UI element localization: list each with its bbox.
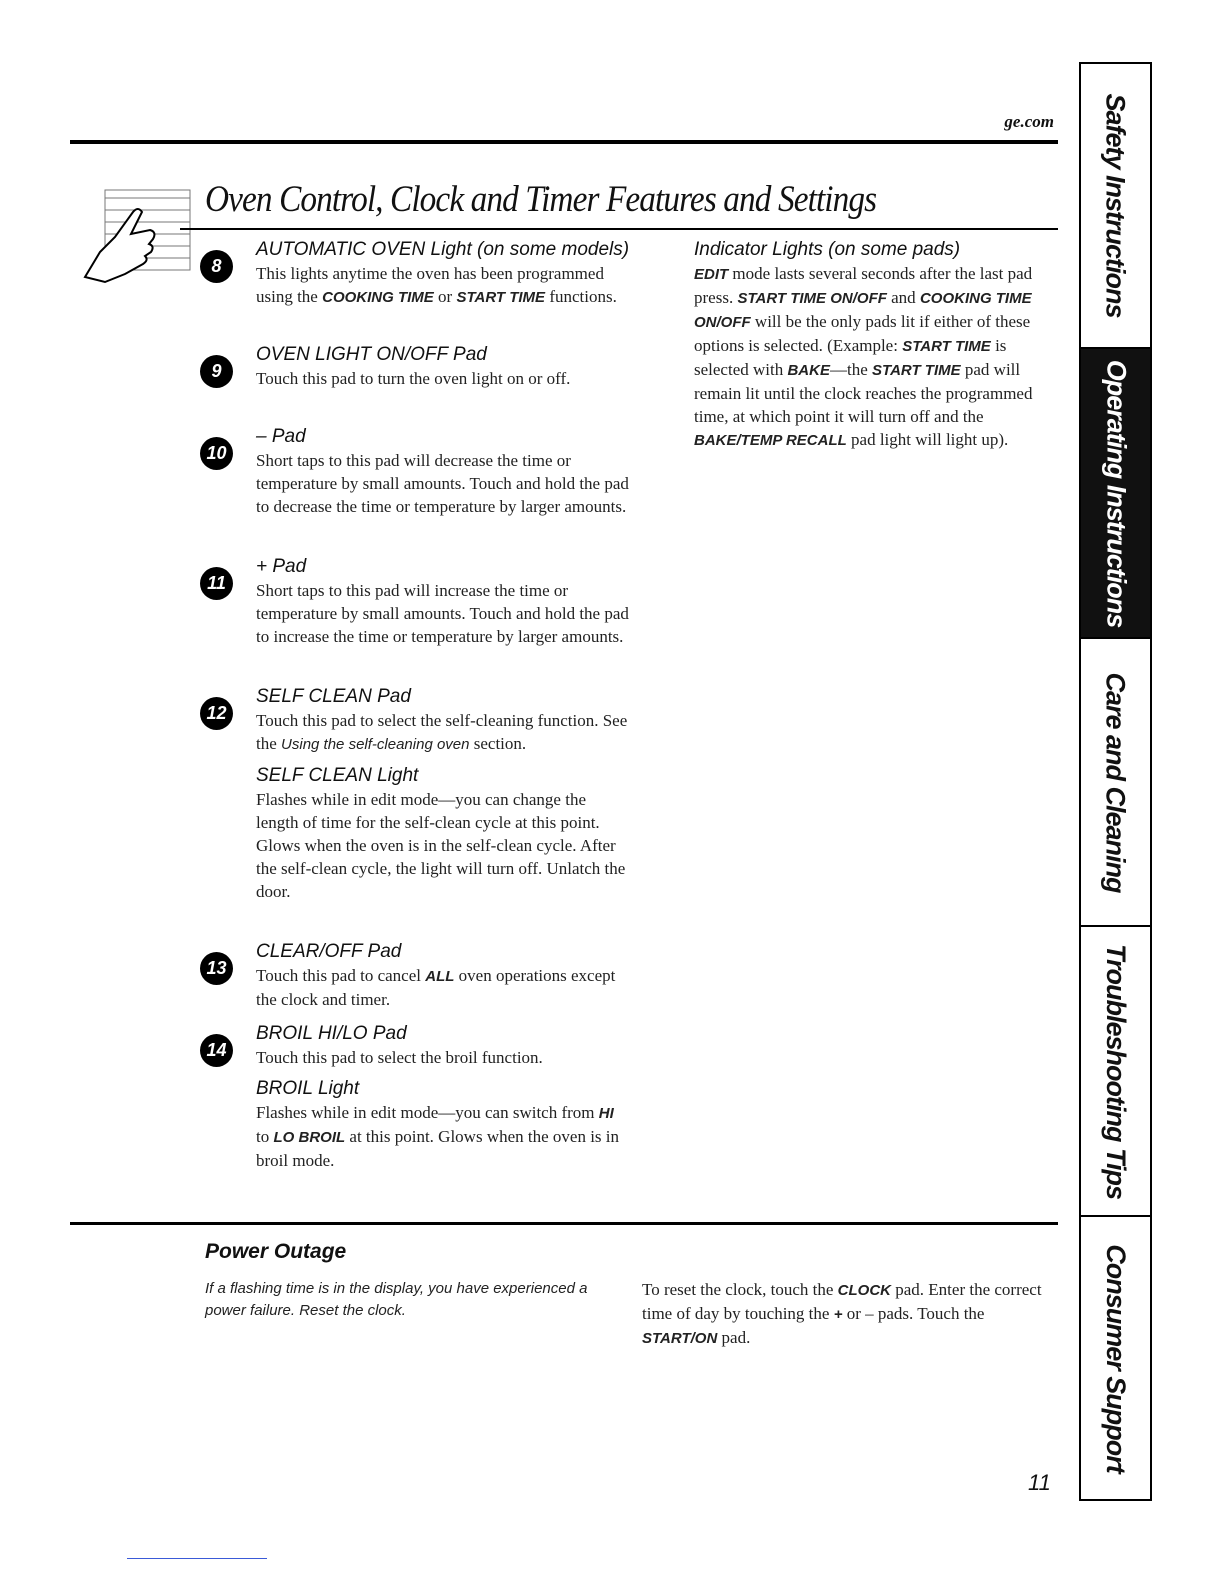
item-number-badge: 13 [200, 952, 233, 985]
keyword: + [833, 1306, 843, 1323]
item-subdescription [256, 1101, 630, 1172]
text: pad. [717, 1328, 751, 1347]
text: at this point. Glows when the oven is in broil mode. [256, 1127, 620, 1170]
keyword: LO BROIL [273, 1129, 346, 1146]
footer-line [127, 1558, 267, 1559]
text: This lights anytime the oven has been programmed using the [256, 264, 604, 306]
item-number-badge: 8 [200, 250, 233, 283]
tab-label: Consumer Support [1101, 1243, 1132, 1473]
text: Short taps to this pad will increase the time or temperature by small amounts. Touch and hold the pad to increase the time or temperature by larger amounts. [256, 581, 629, 646]
item-heading: CLEAR/OFF Pad [256, 941, 402, 962]
text: Touch this pad to select the self-cleaning function. See the [256, 711, 628, 753]
text: mode lasts several seconds after the last pad press. [694, 264, 1033, 307]
control-item [200, 343, 630, 390]
text: to [256, 1127, 274, 1146]
control-item [200, 685, 630, 903]
text: pad will remain lit until the clock reaches the programmed time, at which point it will turn off and the [694, 360, 1033, 426]
item-description [256, 1046, 630, 1069]
item-heading: BROIL HI/LO Pad [256, 1023, 407, 1044]
item-heading: + Pad [256, 556, 307, 577]
text: Flashes while in edit mode—you can switch from [256, 1103, 599, 1122]
item-heading: SELF CLEAN Pad [256, 686, 411, 707]
text: pad light will light up). [846, 430, 1009, 449]
text: —the [829, 360, 873, 379]
power-outage-note: If a flashing time is in the display, you have experienced a power failure. Reset the clock. [205, 1280, 588, 1319]
tab-label: Operating Instructions [1101, 359, 1131, 627]
keyword: COOKING TIME [322, 289, 434, 306]
item-number-badge: 14 [200, 1034, 233, 1067]
control-item [200, 238, 630, 309]
text: oven operations except the clock and timer. [256, 966, 616, 1009]
tab-operating-instructions[interactable] [1081, 349, 1150, 639]
item-description [256, 449, 630, 518]
keyword: START/ON [642, 1330, 718, 1347]
item-subheading: BROIL Light [256, 1078, 360, 1099]
indicator-lights-section [694, 238, 1054, 452]
tab-label: Troubleshooting Tips [1101, 943, 1131, 1199]
text: Touch this pad to cancel [256, 966, 426, 985]
item-number-badge: 12 [200, 697, 233, 730]
hand-pressing-pad-icon [75, 182, 195, 287]
keyword: BAKE/TEMP RECALL [694, 432, 847, 449]
top-rule [70, 140, 1058, 144]
indicator-body [694, 262, 1054, 452]
control-item [200, 555, 630, 648]
item-description [256, 964, 630, 1011]
item-description [256, 579, 630, 648]
keyword: ALL [425, 968, 455, 985]
text: and [886, 288, 920, 307]
control-item [200, 940, 630, 1011]
text: pad. Enter the correct time of day by touching the [642, 1280, 1042, 1323]
item-description [256, 367, 630, 390]
text: or [433, 287, 457, 306]
item-subheading: SELF CLEAN Light [256, 765, 419, 786]
item-number-badge: 10 [200, 437, 233, 470]
text: section. [469, 734, 527, 753]
keyword: START TIME [872, 362, 961, 379]
tab-care-and-cleaning[interactable] [1081, 639, 1150, 927]
text: or – pads. Touch the [842, 1304, 985, 1323]
power-outage-title: Power Outage [205, 1240, 347, 1263]
bottom-rule [70, 1222, 1058, 1225]
text: Touch this pad to select the broil function. [256, 1048, 543, 1067]
keyword: CLOCK [837, 1282, 891, 1299]
text: Flashes while in edit mode—you can change the length of time for the self-clean cycle at this point. Glows when the oven is in the self-clean cycle. After the self-clean cycle, the light will turn off. Unlatch the door. [256, 790, 626, 901]
title-rule [180, 228, 1058, 230]
item-description [256, 709, 630, 756]
text: functions. [545, 287, 617, 306]
tab-safety-instructions[interactable] [1081, 64, 1150, 349]
item-number-badge: 9 [200, 355, 233, 388]
reference: Using the self-cleaning oven [281, 736, 470, 753]
keyword: START TIME ON/OFF [737, 290, 887, 307]
item-heading: OVEN LIGHT ON/OFF Pad [256, 344, 487, 365]
keyword: START TIME [456, 289, 546, 306]
page-number: 11 [1028, 1470, 1051, 1495]
text: Short taps to this pad will decrease the time or temperature by small amounts. Touch and hold the pad to decrease the time or temperature by larger amounts. [256, 451, 629, 516]
indicator-heading: Indicator Lights (on some pads) [694, 239, 961, 260]
text: will be the only pads lit if either of these options is selected. (Example: [694, 312, 1031, 355]
item-heading: – Pad [256, 426, 306, 447]
item-description [256, 262, 630, 309]
tab-label: Care and Cleaning [1101, 671, 1131, 893]
control-item [200, 1022, 630, 1172]
page-title: Oven Control, Clock and Timer Features and Settings [205, 179, 877, 220]
keyword: START TIME [902, 338, 991, 355]
tab-troubleshooting-tips[interactable] [1081, 927, 1150, 1217]
item-number-badge: 11 [200, 567, 233, 600]
control-item [200, 425, 630, 518]
text: Touch this pad to turn the oven light on or off. [256, 369, 571, 388]
section-tabs [1079, 62, 1152, 1501]
keyword: BAKE [787, 362, 830, 379]
item-subdescription [256, 788, 630, 903]
item-heading: AUTOMATIC OVEN Light (on some models) [256, 239, 630, 260]
text: is selected with [694, 336, 1007, 379]
tab-label: Safety Instructions [1101, 93, 1131, 318]
keyword: EDIT [694, 266, 729, 283]
text: To reset the clock, touch the [642, 1280, 838, 1299]
tab-consumer-support[interactable] [1081, 1217, 1150, 1499]
power-outage-instructions [642, 1278, 1052, 1350]
site-url: ge.com [1004, 112, 1054, 131]
keyword: HI [598, 1105, 614, 1122]
keyword: COOKING TIME ON/OFF [694, 290, 1032, 331]
